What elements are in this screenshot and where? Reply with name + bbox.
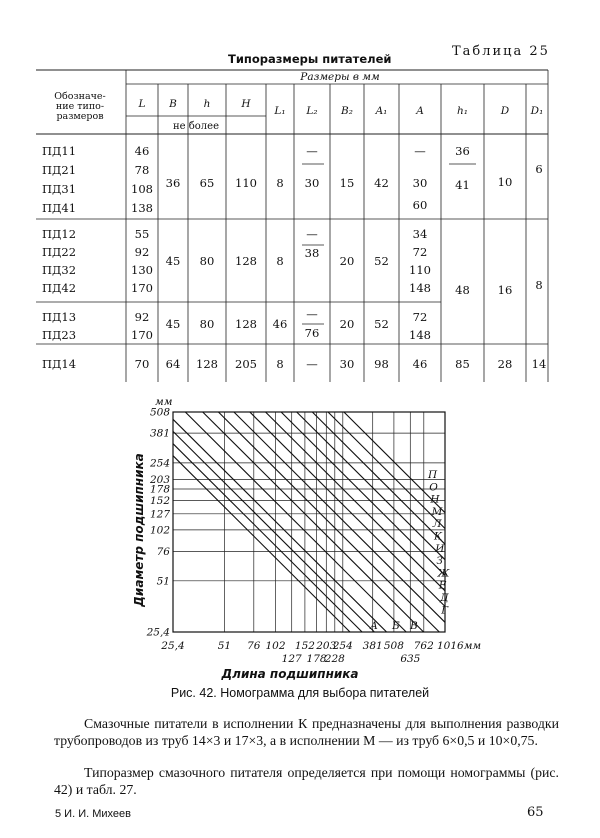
- series-label-Е: Е: [438, 579, 447, 592]
- page-number: 65: [527, 805, 544, 820]
- cell-H: 128: [235, 254, 257, 268]
- paragraph-feeder-size: Типоразмер смазочного питателя определяется при помощи номограммы (рис. 42) и табл. 27.: [54, 765, 559, 797]
- y-unit-label: мм: [155, 396, 173, 408]
- cell-L2: —: [306, 357, 318, 371]
- row-designation: ПД21: [42, 163, 77, 177]
- cell-A: 60: [412, 198, 428, 212]
- y-tick-label: 51: [156, 575, 170, 588]
- series-line-А: [173, 456, 350, 632]
- column-header-6: B₂: [341, 105, 353, 117]
- cell-L2: —: [306, 227, 318, 241]
- cell-A: 110: [409, 263, 431, 277]
- series-label-К: К: [434, 530, 443, 543]
- cell-A: 148: [409, 281, 431, 295]
- row-designation: ПД12: [42, 227, 77, 241]
- cell-L: 170: [131, 328, 153, 342]
- column-header-7: A₁: [375, 105, 388, 117]
- footer-author: 5 И. И. Михеев: [55, 808, 131, 820]
- cell-L1: 8: [276, 357, 284, 371]
- cell-L: 78: [134, 163, 150, 177]
- cell-H: 110: [235, 176, 257, 190]
- column-header-0: L: [138, 98, 146, 110]
- cell-B2: 20: [339, 254, 355, 268]
- series-label-Ж: Ж: [437, 567, 450, 580]
- cell-h: 128: [196, 357, 218, 371]
- x-tick-label: 1016мм: [437, 640, 482, 652]
- figure-caption: Рис. 42. Номограмма для выбора питателей: [170, 686, 430, 700]
- series-label-М: М: [431, 505, 443, 518]
- row-designation: ПД11: [42, 144, 77, 158]
- cell-L1: 46: [272, 317, 288, 331]
- cell-L: 138: [131, 201, 153, 215]
- column-header-9: h₁: [457, 105, 468, 117]
- column-header-5: L₂: [306, 105, 318, 117]
- cell-A: —: [414, 144, 426, 158]
- y-tick-label: 508: [149, 406, 170, 419]
- y-tick-label: 152: [149, 495, 170, 508]
- cell-L: 92: [134, 245, 150, 259]
- x-tick-label: 102: [265, 640, 286, 652]
- cell-L: 108: [131, 182, 153, 196]
- cell-L1: 8: [276, 176, 284, 190]
- series-label-В: В: [410, 620, 418, 632]
- cell-L1: 8: [276, 254, 284, 268]
- y-axis-title: Диаметр подшипника: [132, 453, 146, 607]
- x-tick-label: 25,4: [161, 640, 185, 652]
- designation-header-line: Обозначе-: [54, 91, 106, 102]
- cell-D: 28: [497, 357, 513, 371]
- row-designation: ПД32: [42, 263, 77, 277]
- x-tick-label: 76: [247, 640, 261, 652]
- cell-B: 45: [165, 317, 181, 331]
- y-tick-label: 381: [149, 427, 170, 440]
- cell-A1: 52: [374, 317, 389, 331]
- y-tick-label: 76: [156, 546, 170, 559]
- cell-h: 80: [199, 254, 215, 268]
- x-tick-label: 635: [400, 653, 421, 665]
- cell-H: 128: [235, 317, 257, 331]
- cell-h: 80: [199, 317, 215, 331]
- series-label-П: П: [428, 469, 438, 481]
- series-line-З: [234, 412, 445, 622]
- row-designation: ПД22: [42, 245, 77, 259]
- cell-D: 10: [497, 175, 513, 189]
- designation-header-line: ние типо-: [55, 101, 105, 112]
- cell-D1: 6: [535, 162, 543, 176]
- not-more-label: не более: [173, 121, 219, 132]
- series-line-Д: [185, 412, 406, 632]
- row-designation: ПД31: [42, 182, 77, 196]
- cell-A: 72: [412, 310, 428, 324]
- series-line-И: [250, 412, 445, 606]
- cell-L2: 76: [304, 326, 320, 340]
- cell-L2: —: [306, 144, 318, 158]
- row-designation: ПД42: [42, 281, 77, 295]
- cell-B: 36: [165, 176, 181, 190]
- cell-A: 46: [412, 357, 428, 371]
- x-tick-label: 254: [332, 640, 353, 652]
- cell-D1: 8: [535, 278, 543, 292]
- x-tick-label: 228: [324, 653, 345, 665]
- column-header-10: D: [500, 105, 510, 117]
- cell-L: 92: [134, 310, 150, 324]
- y-tick-label: 102: [149, 524, 170, 537]
- series-label-Г: Г: [441, 604, 449, 617]
- x-tick-label: 51: [217, 640, 232, 652]
- y-tick-label: 127: [149, 508, 170, 521]
- cell-H: 205: [235, 357, 257, 371]
- row-designation: ПД23: [42, 328, 77, 342]
- cell-D1: 14: [531, 357, 547, 371]
- series-label-Д: Д: [440, 592, 449, 604]
- series-label-А: А: [370, 620, 378, 632]
- cell-L: 170: [131, 281, 153, 295]
- series-label-О: О: [429, 481, 438, 494]
- x-tick-label: 127: [281, 653, 302, 665]
- y-tick-label: 203: [149, 473, 170, 486]
- cell-B: 64: [165, 357, 181, 371]
- series-line-Е: [203, 412, 424, 632]
- cell-L: 55: [134, 227, 150, 241]
- cell-h1: 48: [455, 283, 470, 297]
- series-label-Б: Б: [392, 620, 400, 632]
- x-tick-label: 152: [294, 640, 315, 652]
- x-tick-label: 178: [306, 653, 327, 665]
- series-line-М: [297, 412, 445, 560]
- y-tick-label: 178: [149, 483, 170, 496]
- column-header-4: L₁: [274, 105, 286, 117]
- cell-L: 130: [131, 263, 153, 277]
- cell-A1: 98: [374, 357, 389, 371]
- table-title: Типоразмеры питателей: [228, 52, 392, 66]
- cell-L2: 30: [304, 176, 320, 190]
- series-line-Б: [173, 444, 362, 632]
- paragraph-feeders-design: Смазочные питатели в исполнении К предназначены для выполнения разводки трубопроводов из труб 14×3 и 17×3, а в исполнении М — из труб 6×0,5 и 10×0,75.: [54, 716, 559, 748]
- table-number-label: Таблица 25: [452, 44, 550, 59]
- cell-A: 30: [412, 176, 428, 190]
- dimensions-header: Размеры в мм: [300, 71, 380, 83]
- cell-A1: 52: [374, 254, 389, 268]
- cell-B2: 15: [339, 176, 355, 190]
- cell-h: 65: [199, 176, 215, 190]
- cell-A1: 42: [374, 176, 389, 190]
- y-tick-label: 254: [149, 457, 170, 470]
- series-label-Л: Л: [432, 518, 442, 531]
- column-header-1: B: [169, 98, 177, 110]
- column-header-3: H: [241, 98, 251, 110]
- designation-header-line: размеров: [56, 111, 104, 122]
- x-tick-label: 762: [413, 640, 434, 652]
- cell-L2: —: [306, 307, 318, 321]
- row-designation: ПД14: [42, 357, 77, 371]
- cell-A: 148: [409, 328, 431, 342]
- series-label-И: И: [435, 542, 445, 555]
- series-label-З: З: [436, 555, 443, 568]
- cell-L: 46: [134, 144, 150, 158]
- cell-A: 34: [412, 227, 428, 241]
- series-line-Г: [173, 419, 387, 632]
- x-tick-label: 508: [383, 640, 404, 652]
- cell-A: 72: [412, 245, 428, 259]
- row-designation: ПД13: [42, 310, 77, 324]
- x-tick-label: 381: [362, 640, 383, 652]
- cell-L2: 38: [304, 246, 320, 260]
- cell-h1: 85: [455, 357, 470, 371]
- cell-B2: 20: [339, 317, 355, 331]
- column-header-11: D₁: [530, 105, 544, 117]
- series-label-Н: Н: [430, 493, 440, 506]
- cell-B: 45: [165, 254, 181, 268]
- cell-B2: 30: [339, 357, 355, 371]
- cell-D: 16: [497, 283, 513, 297]
- cell-h1: 41: [455, 178, 470, 192]
- cell-L: 70: [134, 357, 150, 371]
- x-axis-title: Длина подшипника: [221, 667, 359, 681]
- cell-h1: 36: [455, 144, 470, 158]
- series-line-В: [173, 431, 374, 632]
- column-header-2: h: [203, 98, 211, 110]
- x-tick-label: 203: [316, 640, 337, 652]
- column-header-8: A: [416, 105, 424, 117]
- row-designation: ПД41: [42, 201, 77, 215]
- y-tick-label: 25,4: [146, 626, 170, 639]
- chart-frame: [173, 412, 445, 632]
